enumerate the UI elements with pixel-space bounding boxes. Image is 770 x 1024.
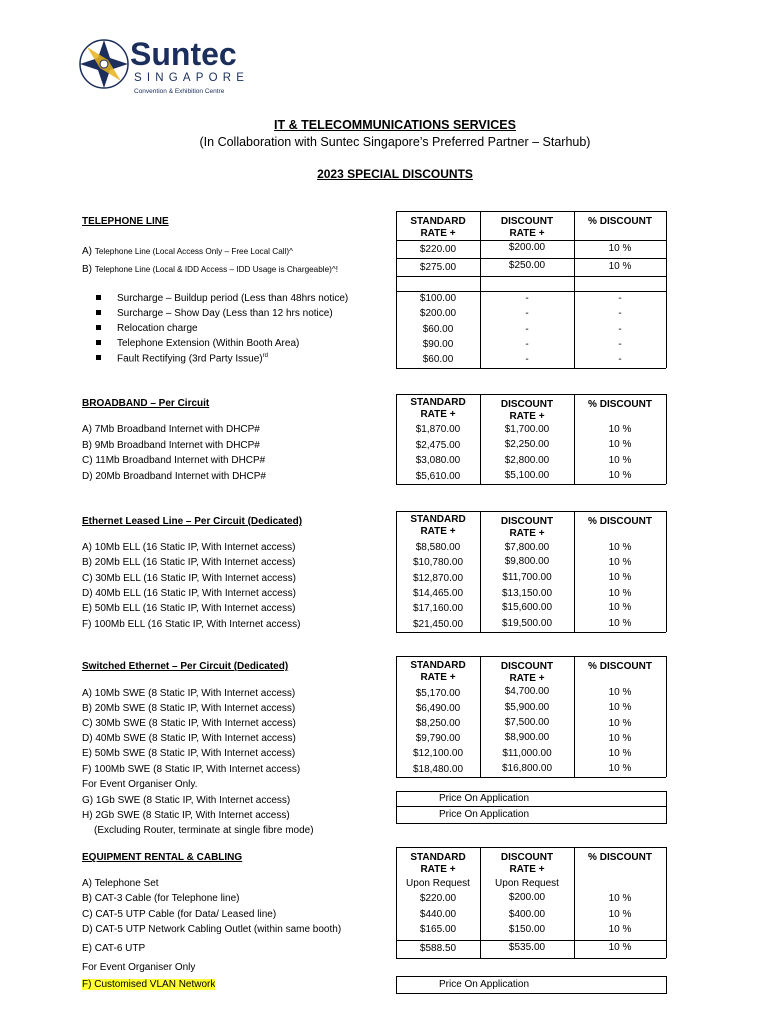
surcharge-discount: - bbox=[525, 308, 529, 319]
swe-h-price: Price On Application bbox=[438, 809, 530, 820]
swe-item: E) 50Mb SWE (8 Static IP, With Internet access) bbox=[82, 748, 296, 759]
swe-note: (Excluding Router, terminate at single fibre mode) bbox=[94, 825, 314, 836]
swe-item: C) 30Mb SWE (8 Static IP, With Internet access) bbox=[82, 718, 296, 729]
broadband-standard: $5,610.00 bbox=[415, 471, 461, 482]
surcharge-discount: - bbox=[525, 354, 529, 365]
surcharge-standard: $60.00 bbox=[422, 324, 454, 335]
telephone-b-discount: $250.00 bbox=[508, 260, 546, 271]
ell-item: A) 10Mb ELL (16 Static IP, With Internet access) bbox=[82, 542, 296, 553]
ell-standard: $12,870.00 bbox=[412, 573, 464, 584]
ell-header-discount: DISCOUNT RATE + bbox=[500, 516, 554, 539]
telephone-item-a: A) Telephone Line (Local Access Only – Free Local Call)^ bbox=[82, 246, 293, 257]
swe-standard: $12,100.00 bbox=[412, 748, 464, 759]
swe-g-price: Price On Application bbox=[438, 793, 530, 804]
surcharge-pct: - bbox=[618, 339, 622, 350]
swe-pct: 10 % bbox=[608, 748, 632, 759]
ell-discount: $13,150.00 bbox=[501, 588, 553, 599]
ell-standard: $17,160.00 bbox=[412, 603, 464, 614]
telephone-header-standard: STANDARD RATE + bbox=[410, 216, 466, 239]
equipment-discount: $535.00 bbox=[508, 942, 546, 953]
swe-standard: $5,170.00 bbox=[415, 688, 461, 699]
surcharge-pct: - bbox=[618, 354, 622, 365]
equipment-header-discount: DISCOUNT RATE + bbox=[500, 852, 554, 875]
broadband-item: B) 9Mb Broadband Internet with DHCP# bbox=[82, 440, 260, 451]
surcharge-standard: $90.00 bbox=[422, 339, 454, 350]
ell-pct: 10 % bbox=[608, 542, 632, 553]
page-subtitle: (In Collaboration with Suntec Singapore’s Preferred Partner – Starhub) bbox=[199, 135, 591, 149]
broadband-pct: 10 % bbox=[608, 470, 632, 481]
ell-item: E) 50Mb ELL (16 Static IP, With Internet access) bbox=[82, 603, 296, 614]
broadband-pct: 10 % bbox=[608, 424, 632, 435]
equipment-discount: $400.00 bbox=[508, 909, 546, 920]
ell-discount: $15,600.00 bbox=[501, 602, 553, 613]
telephone-a-pct: 10 % bbox=[608, 243, 632, 254]
equipment-pct: 10 % bbox=[608, 893, 632, 904]
surcharge-pct: - bbox=[618, 293, 622, 304]
logo-country: SINGAPORE bbox=[134, 72, 250, 84]
telephone-section-title: TELEPHONE LINE bbox=[82, 216, 169, 227]
surcharge-item: Fault Rectifying (3rd Party Issue)$^{rd}$ bbox=[96, 353, 268, 364]
swe-header-discount: DISCOUNT RATE + bbox=[500, 661, 554, 684]
ell-standard: $14,465.00 bbox=[412, 588, 464, 599]
swe-pct: 10 % bbox=[608, 718, 632, 729]
swe-item: G) 1Gb SWE (8 Static IP, With Internet access) bbox=[82, 795, 291, 806]
surcharge-standard: $100.00 bbox=[419, 293, 457, 304]
broadband-standard: $1,870.00 bbox=[415, 424, 461, 435]
broadband-pct: 10 % bbox=[608, 439, 632, 450]
equipment-discount: $150.00 bbox=[508, 924, 546, 935]
ell-discount: $19,500.00 bbox=[501, 618, 553, 629]
surcharge-item: Surcharge – Show Day (Less than 12 hrs notice) bbox=[96, 308, 333, 319]
equipment-item: B) CAT-3 Cable (for Telephone line) bbox=[82, 893, 240, 904]
equipment-pct: 10 % bbox=[608, 924, 632, 935]
logo-wordmark: Suntec bbox=[130, 36, 237, 72]
surcharge-pct: - bbox=[618, 324, 622, 335]
surcharge-item: Surcharge – Buildup period (Less than 48hrs notice) bbox=[96, 293, 348, 304]
equipment-standard: Upon Request bbox=[406, 878, 470, 889]
ell-item: B) 20Mb ELL (16 Static IP, With Internet access) bbox=[82, 557, 296, 568]
equipment-header-standard: STANDARD RATE + bbox=[410, 852, 466, 875]
swe-event-only: For Event Organiser Only. bbox=[82, 779, 198, 790]
logo-subtitle: Convention & Exhibition Centre bbox=[134, 88, 225, 95]
vlan-price: Price On Application bbox=[438, 979, 530, 990]
surcharge-pct: - bbox=[618, 308, 622, 319]
surcharge-item: Telephone Extension (Within Booth Area) bbox=[96, 338, 299, 349]
equipment-item: C) CAT-5 UTP Cable (for Data/ Leased line) bbox=[82, 909, 277, 920]
swe-discount: $4,700.00 bbox=[504, 686, 550, 697]
telephone-b-pct: 10 % bbox=[608, 261, 632, 272]
ell-discount: $7,800.00 bbox=[504, 542, 550, 553]
telephone-item-b: B) Telephone Line (Local & IDD Access – IDD Usage is Chargeable)^! bbox=[82, 264, 339, 275]
swe-item: A) 10Mb SWE (8 Static IP, With Internet access) bbox=[82, 688, 296, 699]
surcharge-discount: - bbox=[525, 324, 529, 335]
swe-section-title: Switched Ethernet – Per Circuit (Dedicated) bbox=[82, 661, 289, 672]
swe-discount: $8,900.00 bbox=[504, 732, 550, 743]
swe-pct: 10 % bbox=[608, 733, 632, 744]
ell-discount: $9,800.00 bbox=[504, 556, 550, 567]
equipment-standard: $588.50 bbox=[419, 943, 457, 954]
broadband-item: A) 7Mb Broadband Internet with DHCP# bbox=[82, 424, 260, 435]
swe-standard: $18,480.00 bbox=[412, 764, 464, 775]
telephone-header-discount: DISCOUNT RATE + bbox=[500, 216, 554, 239]
equipment-event-only: For Event Organiser Only bbox=[82, 962, 196, 973]
ell-standard: $8,580.00 bbox=[415, 542, 461, 553]
ell-header-pct: % DISCOUNT bbox=[588, 516, 652, 527]
broadband-item: D) 20Mb Broadband Internet with DHCP# bbox=[82, 471, 266, 482]
equipment-item: A) Telephone Set bbox=[82, 878, 159, 889]
swe-item: D) 40Mb SWE (8 Static IP, With Internet access) bbox=[82, 733, 296, 744]
swe-header-pct: % DISCOUNT bbox=[588, 661, 652, 672]
equipment-item: D) CAT-5 UTP Network Cabling Outlet (within same booth) bbox=[82, 924, 342, 935]
swe-pct: 10 % bbox=[608, 702, 632, 713]
swe-discount: $5,900.00 bbox=[504, 702, 550, 713]
broadband-standard: $2,475.00 bbox=[415, 440, 461, 451]
swe-standard: $6,490.00 bbox=[415, 703, 461, 714]
broadband-discount: $2,250.00 bbox=[504, 439, 550, 450]
ell-pct: 10 % bbox=[608, 557, 632, 568]
ell-pct: 10 % bbox=[608, 618, 632, 629]
broadband-pct: 10 % bbox=[608, 455, 632, 466]
surcharge-standard: $60.00 bbox=[422, 354, 454, 365]
surcharge-discount: - bbox=[525, 293, 529, 304]
swe-item: F) 100Mb SWE (8 Static IP, With Internet access) bbox=[82, 764, 301, 775]
ell-item: F) 100Mb ELL (16 Static IP, With Internet access) bbox=[82, 619, 301, 630]
broadband-item: C) 11Mb Broadband Internet with DHCP# bbox=[82, 455, 266, 466]
swe-header-standard: STANDARD RATE + bbox=[410, 660, 466, 683]
equipment-pct: 10 % bbox=[608, 942, 632, 953]
equipment-standard: $220.00 bbox=[419, 893, 457, 904]
equipment-item: E) CAT-6 UTP bbox=[82, 943, 146, 954]
ell-pct: 10 % bbox=[608, 602, 632, 613]
swe-standard: $9,790.00 bbox=[415, 733, 461, 744]
ell-pct: 10 % bbox=[608, 588, 632, 599]
broadband-discount: $2,800.00 bbox=[504, 455, 550, 466]
swe-item: B) 20Mb SWE (8 Static IP, With Internet access) bbox=[82, 703, 296, 714]
swe-item: H) 2Gb SWE (8 Static IP, With Internet access) bbox=[82, 810, 290, 821]
ell-discount: $11,700.00 bbox=[502, 572, 552, 583]
broadband-discount: $5,100.00 bbox=[504, 470, 550, 481]
ell-standard: $10,780.00 bbox=[412, 557, 464, 568]
broadband-section-title: BROADBAND – Per Circuit bbox=[82, 398, 210, 409]
special-discounts-heading: 2023 SPECIAL DISCOUNTS bbox=[317, 167, 473, 181]
ell-standard: $21,450.00 bbox=[412, 619, 464, 630]
equipment-standard: $165.00 bbox=[419, 924, 457, 935]
equipment-discount: Upon Request bbox=[495, 878, 559, 889]
broadband-discount: $1,700.00 bbox=[504, 424, 550, 435]
equipment-section-title: EQUIPMENT RENTAL & CABLING bbox=[82, 852, 243, 863]
swe-pct: 10 % bbox=[608, 687, 632, 698]
ell-header-standard: STANDARD RATE + bbox=[410, 514, 466, 537]
vlan-item: F) Customised VLAN Network bbox=[82, 979, 216, 990]
ell-item: C) 30Mb ELL (16 Static IP, With Internet access) bbox=[82, 573, 296, 584]
equipment-header-pct: % DISCOUNT bbox=[588, 852, 652, 863]
telephone-a-discount: $200.00 bbox=[508, 242, 546, 253]
surcharge-discount: - bbox=[525, 339, 529, 350]
swe-standard: $8,250.00 bbox=[415, 718, 461, 729]
swe-discount: $11,000.00 bbox=[502, 748, 552, 759]
telephone-header-pct: % DISCOUNT bbox=[588, 216, 652, 227]
broadband-header-pct: % DISCOUNT bbox=[588, 399, 652, 410]
broadband-header-discount: DISCOUNT RATE + bbox=[500, 399, 554, 422]
broadband-header-standard: STANDARD RATE + bbox=[410, 397, 466, 420]
ell-item: D) 40Mb ELL (16 Static IP, With Internet access) bbox=[82, 588, 296, 599]
ell-section-title: Ethernet Leased Line – Per Circuit (Dedicated) bbox=[82, 516, 303, 527]
page-title: IT & TELECOMMUNICATIONS SERVICES bbox=[274, 118, 516, 132]
swe-discount: $16,800.00 bbox=[501, 763, 553, 774]
swe-discount: $7,500.00 bbox=[504, 717, 550, 728]
broadband-standard: $3,080.00 bbox=[415, 455, 461, 466]
equipment-pct: 10 % bbox=[608, 909, 632, 920]
ell-pct: 10 % bbox=[608, 572, 632, 583]
telephone-a-standard: $220.00 bbox=[419, 244, 457, 255]
surcharge-standard: $200.00 bbox=[419, 308, 457, 319]
equipment-standard: $440.00 bbox=[419, 909, 457, 920]
telephone-b-standard: $275.00 bbox=[419, 262, 457, 273]
swe-pct: 10 % bbox=[608, 763, 632, 774]
surcharge-item: Relocation charge bbox=[96, 323, 198, 334]
equipment-discount: $200.00 bbox=[508, 892, 546, 903]
